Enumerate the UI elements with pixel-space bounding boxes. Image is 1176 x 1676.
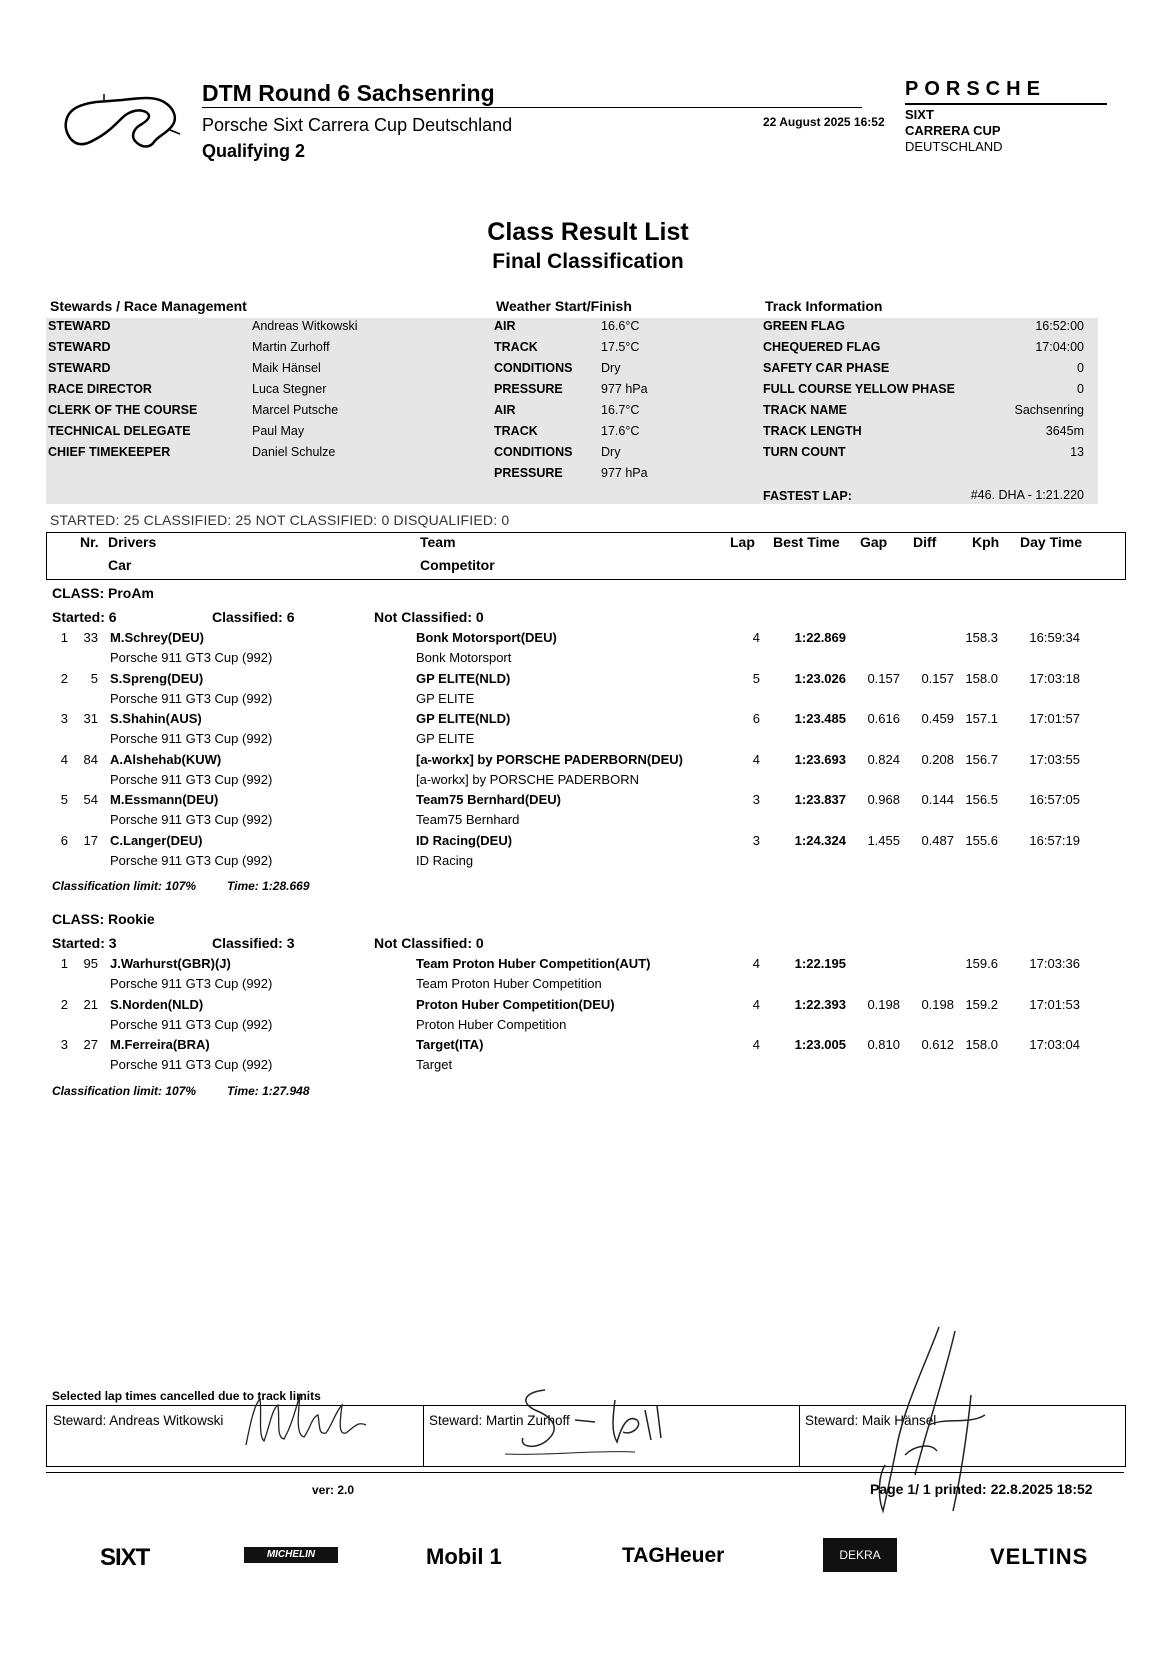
lap-number: 3 — [752, 792, 760, 807]
team-name: GP ELITE(NLD) — [416, 711, 511, 726]
fastest-lap-label: FASTEST LAP: — [763, 489, 852, 503]
competitor-name: Team Proton Huber Competition — [416, 976, 602, 991]
weather-value: 17.5°C — [601, 340, 640, 354]
diff: 0.208 — [921, 751, 954, 767]
steward-role: CLERK OF THE COURSE — [48, 403, 198, 417]
track-info-value: 13 — [1070, 445, 1084, 459]
steward-role: CHIEF TIMEKEEPER — [48, 445, 171, 459]
kph: 159.2 — [965, 996, 998, 1012]
track-info-key: GREEN FLAG — [763, 319, 845, 333]
driver-name: J.Warhurst(GBR)(J) — [110, 956, 231, 971]
track-info-key: CHEQUERED FLAG — [763, 340, 881, 354]
diff: 0.459 — [921, 711, 954, 726]
cup-logo-line3: DEUTSCHLAND — [905, 139, 1003, 154]
weather-value: 977 hPa — [601, 382, 648, 396]
team-name: Team Proton Huber Competition(AUT) — [416, 956, 651, 971]
track-info-value: 16:52:00 — [1035, 319, 1084, 333]
cancel-note: Selected lap times cancelled due to track limits — [52, 1389, 321, 1403]
track-heading: Track Information — [765, 298, 883, 314]
signature-divider — [423, 1406, 424, 1466]
day-time: 17:03:36 — [1029, 956, 1080, 971]
classification-limit-time: Time: 1:27.948 — [227, 1083, 310, 1098]
weather-value: 977 hPa — [601, 466, 648, 480]
steward-name: Maik Hänsel — [252, 361, 321, 375]
diff: 0.157 — [921, 670, 954, 686]
track-info-value: 0 — [1077, 382, 1084, 396]
driver-name: S.Norden(NLD) — [110, 996, 204, 1012]
diff: 0.612 — [921, 1037, 954, 1052]
gap: 0.810 — [867, 1037, 900, 1052]
car-model: Porsche 911 GT3 Cup (992) — [110, 771, 273, 787]
diff: 0.144 — [921, 792, 954, 807]
weather-heading: Weather Start/Finish — [496, 298, 632, 314]
kph: 155.6 — [965, 832, 998, 848]
weather-key: CONDITIONS — [494, 445, 573, 459]
day-time: 17:01:53 — [1029, 996, 1080, 1012]
position: 1 — [60, 956, 68, 971]
driver-name: M.Ferreira(BRA) — [110, 1037, 210, 1052]
class-heading: CLASS: Rookie — [52, 911, 155, 927]
col-best-time: Best Time — [773, 534, 840, 550]
car-model: Porsche 911 GT3 Cup (992) — [110, 852, 273, 868]
day-time: 16:57:19 — [1029, 832, 1080, 848]
steward-role: STEWARD — [48, 361, 111, 375]
col-diff: Diff — [913, 534, 937, 550]
day-time: 17:03:55 — [1029, 751, 1080, 767]
results-header-box — [46, 532, 1126, 580]
car-model: Porsche 911 GT3 Cup (992) — [110, 690, 273, 706]
weather-value: 17.6°C — [601, 424, 640, 438]
position: 4 — [60, 751, 68, 767]
track-info-value: 3645m — [1045, 424, 1084, 438]
event-title: DTM Round 6 Sachsenring — [202, 80, 495, 106]
weather-value: 16.6°C — [601, 319, 640, 333]
steward-sign-3: Steward: Maik Hänsel — [805, 1413, 937, 1428]
col-car: Car — [108, 557, 132, 573]
class-started: Started: 6 — [52, 609, 117, 625]
position: 6 — [60, 832, 68, 848]
car-number: 21 — [83, 996, 98, 1012]
sponsor-tagheuer-logo: TAGHeuer — [622, 1544, 725, 1567]
lap-number: 4 — [752, 751, 760, 767]
version-label: ver: 2.0 — [312, 1483, 355, 1497]
weather-key: TRACK — [494, 340, 538, 354]
porsche-logo: PORSCHE — [905, 78, 1046, 100]
position: 3 — [60, 711, 68, 726]
car-model: Porsche 911 GT3 Cup (992) — [110, 1057, 273, 1072]
lap-number: 4 — [752, 956, 760, 971]
footer-rule — [46, 1472, 1124, 1473]
document-title: Class Result List — [487, 218, 689, 246]
page-info: Page 1/ 1 printed: 22.8.2025 18:52 — [870, 1481, 1093, 1497]
col-gap: Gap — [860, 534, 888, 550]
lap-number: 5 — [752, 670, 760, 686]
track-info-key: TRACK LENGTH — [763, 424, 862, 438]
signature-witkowski — [240, 1385, 400, 1455]
car-number: 95 — [83, 956, 98, 971]
classification-limit: Classification limit: 107% — [52, 1083, 197, 1098]
fastest-lap-value: #46. DHA - 1:21.220 — [970, 488, 1084, 502]
gap: 1.455 — [867, 832, 900, 848]
competitor-name: Bonk Motorsport — [416, 650, 512, 665]
weather-key: CONDITIONS — [494, 361, 573, 375]
driver-name: S.Spreng(DEU) — [110, 670, 204, 686]
day-time: 17:03:04 — [1029, 1037, 1080, 1052]
cup-logo-line2: CARRERA CUP — [905, 123, 1001, 138]
session-name: Qualifying 2 — [202, 141, 306, 161]
summary-line: STARTED: 25 CLASSIFIED: 25 NOT CLASSIFIED: 0 DISQUALIFIED: 0 — [50, 512, 510, 528]
car-number: 33 — [83, 630, 98, 645]
competitor-name: GP ELITE — [416, 690, 475, 706]
day-time: 17:03:18 — [1029, 670, 1080, 686]
best-time: 1:24.324 — [794, 832, 846, 848]
steward-name: Andreas Witkowski — [252, 319, 358, 333]
diff: 0.487 — [921, 832, 954, 848]
gap: 0.616 — [867, 711, 900, 726]
competitor-name: Team75 Bernhard — [416, 812, 520, 827]
weather-key: TRACK — [494, 424, 538, 438]
car-number: 54 — [83, 792, 98, 807]
track-info-value: 0 — [1077, 361, 1084, 375]
driver-name: M.Schrey(DEU) — [110, 630, 204, 645]
steward-name: Martin Zurhoff — [252, 340, 330, 354]
gap: 0.157 — [867, 670, 900, 686]
gap: 0.198 — [867, 996, 900, 1012]
class-not-classified: Not Classified: 0 — [374, 609, 484, 625]
best-time: 1:23.693 — [794, 751, 846, 767]
weather-value: 16.7°C — [601, 403, 640, 417]
weather-key: PRESSURE — [494, 466, 563, 480]
class-not-classified: Not Classified: 0 — [374, 935, 484, 951]
steward-sign-1: Steward: Andreas Witkowski — [53, 1413, 224, 1428]
car-number: 84 — [83, 751, 98, 767]
kph: 158.3 — [965, 630, 998, 645]
kph: 157.1 — [965, 711, 998, 726]
day-time: 17:01:57 — [1029, 711, 1080, 726]
stewards-heading: Stewards / Race Management — [50, 298, 247, 314]
kph: 159.6 — [965, 956, 998, 971]
sponsor-mobil1-logo: Mobil 1 — [426, 1544, 502, 1569]
diff: 0.198 — [921, 996, 954, 1012]
sponsor-sixt-logo: SIXT — [100, 1544, 150, 1571]
competitor-name: ID Racing — [416, 852, 474, 868]
col-team: Team — [420, 534, 456, 550]
weather-key: PRESSURE — [494, 382, 563, 396]
col-drivers: Drivers — [108, 534, 157, 550]
weather-key: AIR — [494, 403, 516, 417]
col-lap: Lap — [730, 534, 755, 550]
driver-name: A.Alshehab(KUW) — [110, 751, 222, 767]
classification-limit: Classification limit: 107% — [52, 879, 197, 893]
car-number: 31 — [83, 711, 98, 726]
weather-value: Dry — [601, 361, 621, 375]
best-time: 1:23.026 — [794, 670, 846, 686]
lap-number: 4 — [752, 1037, 760, 1052]
steward-name: Daniel Schulze — [252, 445, 336, 459]
best-time: 1:22.869 — [794, 630, 846, 645]
team-name: ID Racing(DEU) — [416, 832, 513, 848]
lap-number: 4 — [752, 630, 760, 645]
best-time: 1:22.195 — [794, 956, 846, 971]
position: 2 — [60, 996, 68, 1012]
car-model: Porsche 911 GT3 Cup (992) — [110, 976, 273, 991]
steward-role: STEWARD — [48, 319, 111, 333]
car-model: Porsche 911 GT3 Cup (992) — [110, 731, 273, 746]
sponsor-dekra-logo: DEKRA — [823, 1538, 897, 1572]
sponsor-veltins-logo: VELTINS — [990, 1544, 1089, 1569]
track-info-value: 17:04:00 — [1035, 340, 1084, 354]
col-kph: Kph — [972, 534, 1000, 550]
gap: 0.824 — [867, 751, 900, 767]
classification-limit-time: Time: 1:28.669 — [227, 879, 310, 893]
day-time: 16:59:34 — [1029, 630, 1080, 645]
report-datetime: 22 August 2025 16:52 — [763, 115, 885, 129]
col-competitor: Competitor — [420, 557, 495, 573]
best-time: 1:23.485 — [794, 711, 846, 726]
series-name: Porsche Sixt Carrera Cup Deutschland — [202, 115, 513, 135]
position: 5 — [60, 792, 68, 807]
lap-number: 4 — [752, 996, 760, 1012]
weather-key: AIR — [494, 319, 516, 333]
track-info-key: TURN COUNT — [763, 445, 846, 459]
car-model: Porsche 911 GT3 Cup (992) — [110, 812, 273, 827]
car-number: 17 — [83, 832, 98, 848]
class-classified: Classified: 6 — [212, 609, 295, 625]
car-model: Porsche 911 GT3 Cup (992) — [110, 1016, 273, 1032]
kph: 156.5 — [965, 792, 998, 807]
steward-role: TECHNICAL DELEGATE — [48, 424, 191, 438]
steward-name: Marcel Putsche — [252, 403, 339, 417]
class-classified: Classified: 3 — [212, 935, 295, 951]
track-info-value: Sachsenring — [1014, 403, 1084, 417]
steward-role: RACE DIRECTOR — [48, 382, 152, 396]
day-time: 16:57:05 — [1029, 792, 1080, 807]
car-model: Porsche 911 GT3 Cup (992) — [110, 650, 273, 665]
lap-number: 3 — [752, 832, 760, 848]
competitor-name: Proton Huber Competition — [416, 1016, 567, 1032]
cup-logo-line1: SIXT — [905, 107, 934, 122]
steward-name: Luca Stegner — [252, 382, 327, 396]
class-heading: CLASS: ProAm — [52, 585, 154, 601]
team-name: Target(ITA) — [416, 1037, 484, 1052]
team-name: Team75 Bernhard(DEU) — [416, 792, 561, 807]
competitor-name: GP ELITE — [416, 731, 475, 746]
position: 3 — [60, 1037, 68, 1052]
kph: 158.0 — [965, 1037, 998, 1052]
team-name: GP ELITE(NLD) — [416, 670, 511, 686]
col-nr: Nr. — [80, 534, 99, 550]
steward-sign-2: Steward: Martin Zurhoff — [429, 1413, 570, 1428]
team-name: Bonk Motorsport(DEU) — [416, 630, 557, 645]
steward-name: Paul May — [252, 424, 305, 438]
car-number: 5 — [90, 670, 98, 686]
best-time: 1:23.005 — [794, 1037, 846, 1052]
team-name: Proton Huber Competition(DEU) — [416, 996, 615, 1012]
lap-number: 6 — [752, 711, 760, 726]
class-started: Started: 3 — [52, 935, 117, 951]
driver-name: C.Langer(DEU) — [110, 832, 203, 848]
porsche-logo-rule — [905, 103, 1107, 105]
track-info-key: FULL COURSE YELLOW PHASE — [763, 382, 955, 396]
best-time: 1:22.393 — [794, 996, 846, 1012]
position: 2 — [60, 670, 68, 686]
best-time: 1:23.837 — [794, 792, 846, 807]
track-info-key: SAFETY CAR PHASE — [763, 361, 890, 375]
competitor-name: [a-workx] by PORSCHE PADERBORN — [416, 771, 639, 787]
track-info-key: TRACK NAME — [763, 403, 848, 417]
signature-divider — [799, 1406, 800, 1466]
sponsor-michelin-logo: MICHELIN — [244, 1547, 338, 1563]
driver-name: M.Essmann(DEU) — [110, 792, 219, 807]
steward-role: STEWARD — [48, 340, 111, 354]
driver-name: S.Shahin(AUS) — [110, 711, 202, 726]
document-subtitle: Final Classification — [492, 250, 684, 273]
header-rule — [202, 107, 862, 108]
kph: 158.0 — [965, 670, 998, 686]
kph: 156.7 — [965, 751, 998, 767]
track-map-logo — [62, 90, 184, 154]
col-day-time: Day Time — [1020, 534, 1082, 550]
weather-value: Dry — [601, 445, 621, 459]
car-number: 27 — [83, 1037, 98, 1052]
team-name: [a-workx] by PORSCHE PADERBORN(DEU) — [416, 751, 684, 767]
signature-zurhoff — [505, 1380, 675, 1460]
position: 1 — [60, 630, 68, 645]
competitor-name: Target — [416, 1057, 453, 1072]
gap: 0.968 — [867, 792, 900, 807]
